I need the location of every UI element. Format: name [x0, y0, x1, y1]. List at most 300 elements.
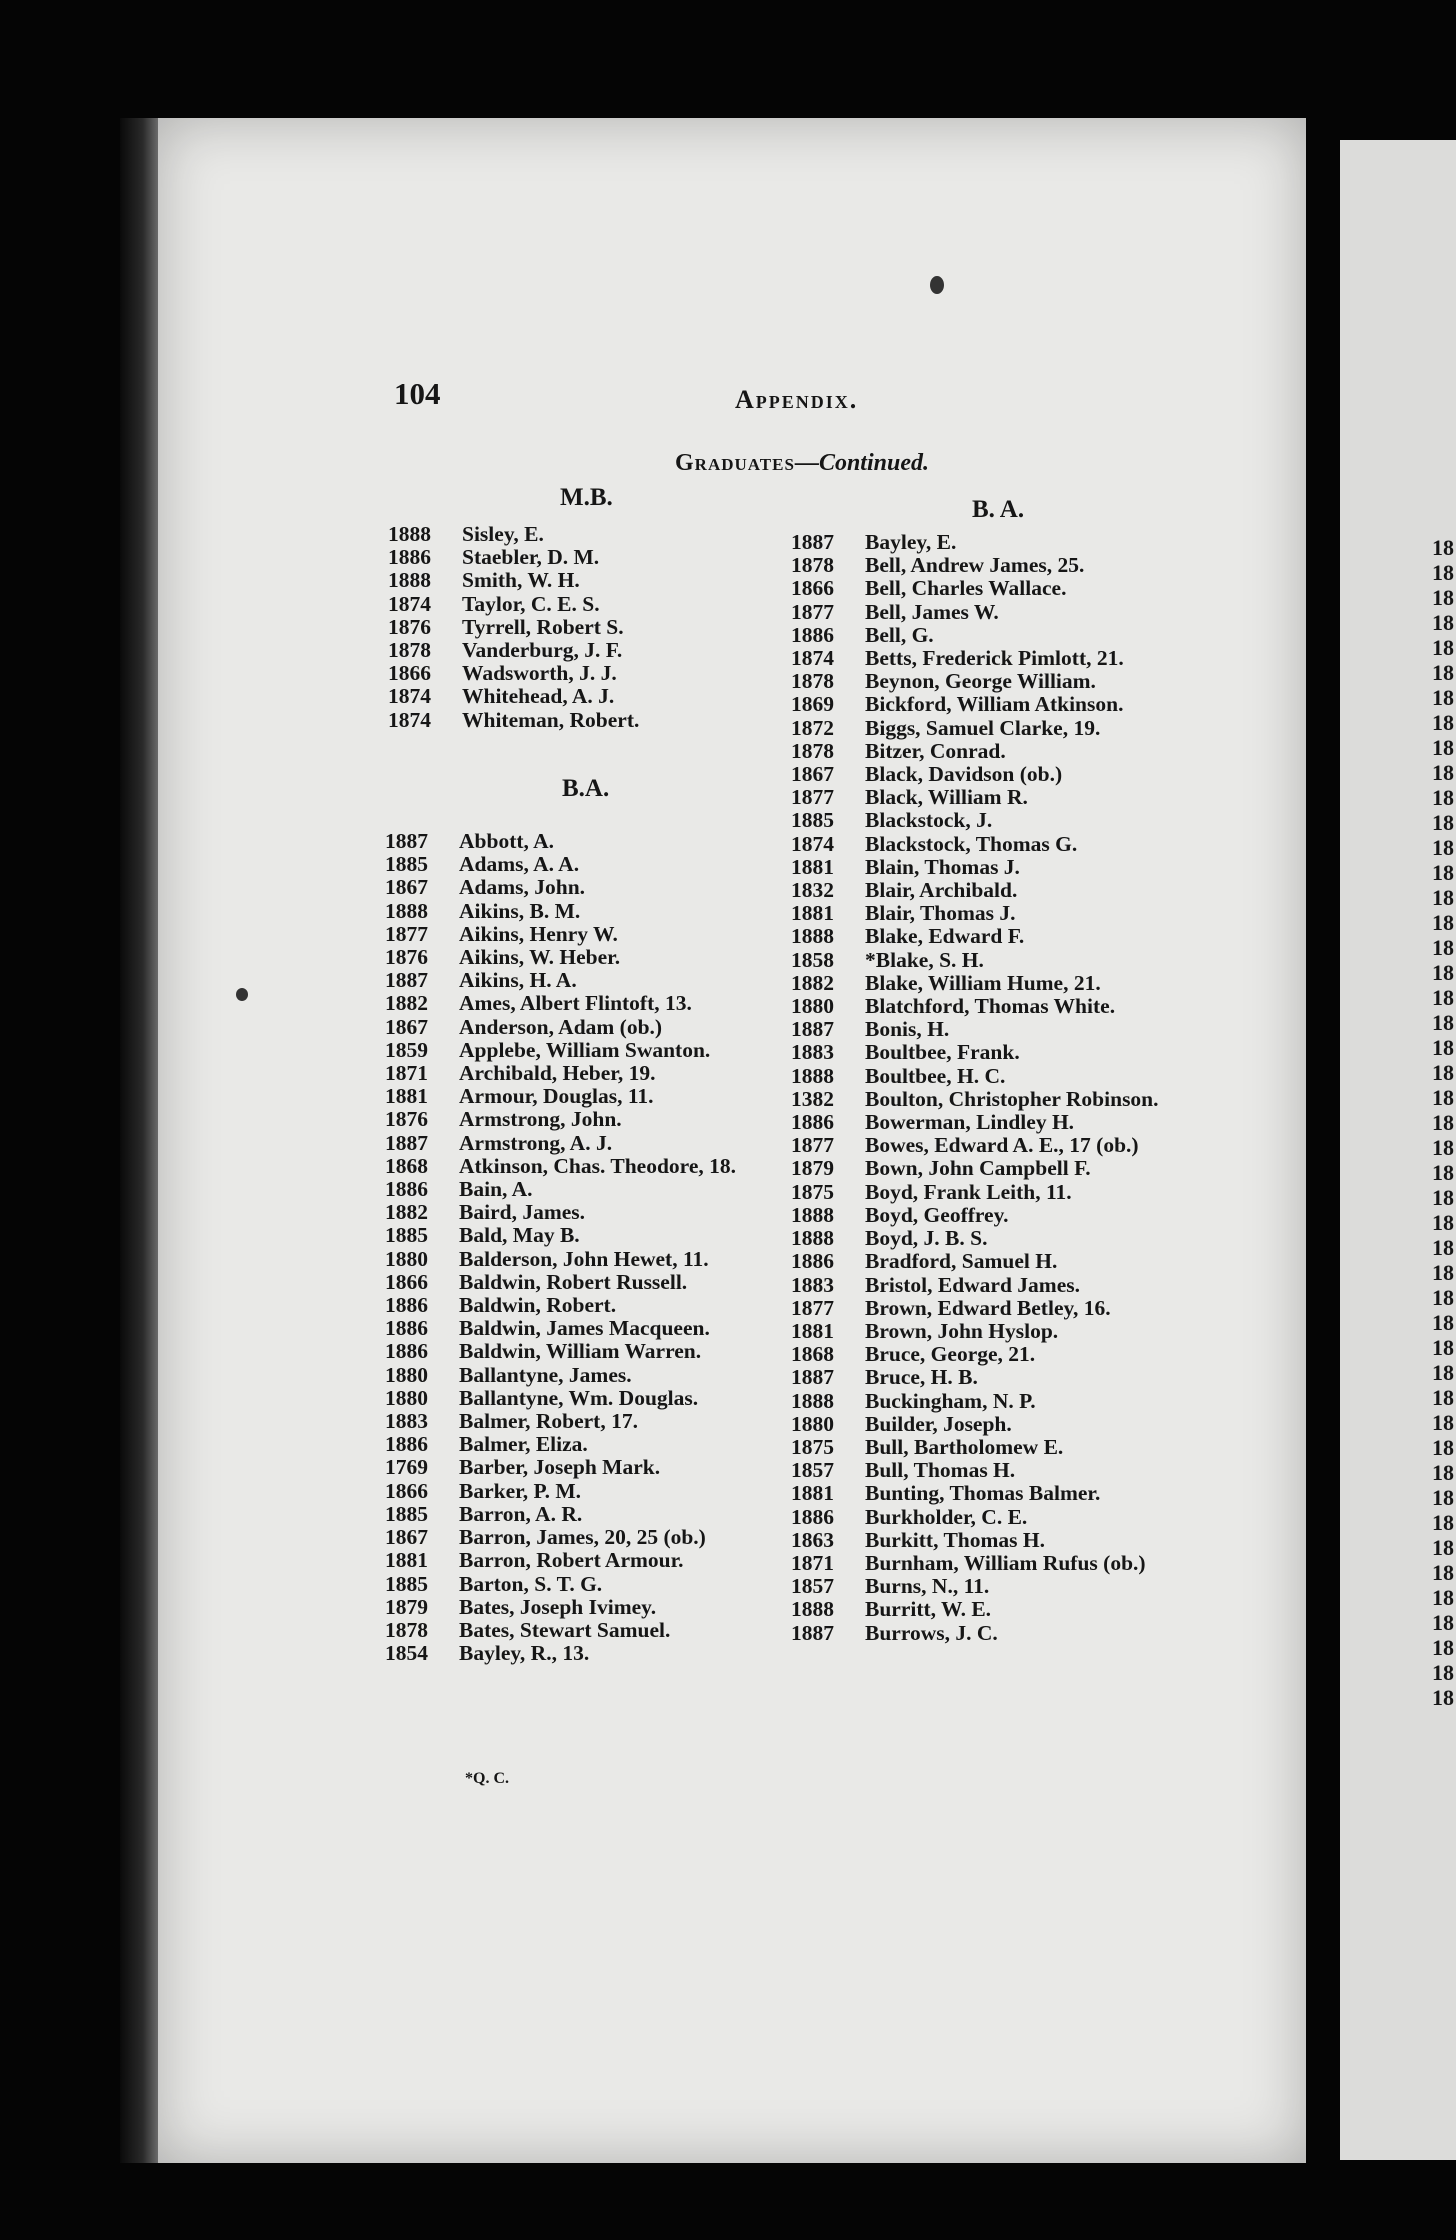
graduate-entry: [791, 1250, 1159, 1273]
graduate-year: 1887: [791, 530, 834, 554]
graduate-name: Sisley, E.: [462, 522, 544, 546]
graduate-name: Boyd, Frank Leith, 11.: [865, 1179, 1072, 1204]
ink-blot: [236, 988, 248, 1001]
graduate-year: 1859: [385, 1037, 428, 1062]
graduate-name: Baldwin, Robert Russell.: [459, 1269, 688, 1294]
graduate-year: 1880: [791, 1411, 834, 1436]
graduate-year: 1886: [385, 1316, 428, 1341]
graduate-name: Bruce, H. B.: [865, 1365, 978, 1390]
graduate-entry: [791, 995, 1159, 1018]
adjacent-page-year-fragment: 18: [1432, 1510, 1454, 1535]
running-title: Appendix.: [735, 385, 859, 414]
adjacent-page-year-fragment: 18: [1432, 1035, 1454, 1060]
heading-ba-left: B.A.: [562, 775, 610, 802]
graduate-entry: [791, 1204, 1159, 1227]
graduate-entry: [388, 685, 639, 708]
graduate-name: Bowes, Edward A. E., 17 (ob.): [865, 1133, 1139, 1158]
graduate-name: Beynon, George William.: [865, 669, 1096, 694]
graduate-name: Ames, Albert Flintoft, 13.: [459, 991, 692, 1016]
graduate-entry: [791, 1227, 1159, 1250]
graduate-entry: [791, 577, 1159, 600]
graduate-year: 1876: [388, 614, 431, 639]
graduate-entry: [385, 1108, 736, 1131]
graduate-entry: [385, 1387, 736, 1410]
adjacent-page-year-fragment: 18: [1432, 1310, 1454, 1335]
adjacent-page-year-fragment: 18: [1432, 1010, 1454, 1035]
graduate-name: Blain, Thomas J.: [865, 854, 1020, 879]
graduate-entry: [388, 616, 639, 639]
adjacent-page-year-fragment: 18: [1432, 1235, 1454, 1260]
graduate-name: Barker, P. M.: [459, 1478, 582, 1503]
graduate-name: Bell, Andrew James, 25.: [865, 553, 1085, 578]
graduate-year: 1887: [385, 1130, 428, 1155]
graduate-year: 1887: [791, 1017, 834, 1042]
graduate-name: Blatchford, Thomas White.: [865, 994, 1116, 1019]
graduate-name: Bell, G.: [865, 622, 934, 647]
ink-blot: [930, 276, 944, 294]
section-title-caps: Graduates: [675, 450, 795, 476]
graduate-entry: [385, 1016, 736, 1039]
graduate-name: Burkholder, C. E.: [865, 1504, 1028, 1529]
heading-ba-right: B. A.: [972, 496, 1025, 523]
graduate-year: 1877: [791, 599, 834, 624]
graduate-entry: [791, 1320, 1159, 1343]
page-number: 104: [394, 376, 441, 411]
graduate-entry: [385, 992, 736, 1015]
adjacent-page-year-fragment: 18: [1432, 610, 1454, 635]
graduate-entry: [791, 1482, 1159, 1505]
graduate-entry: [385, 1178, 736, 1201]
graduate-name: Bown, John Campbell F.: [865, 1156, 1091, 1181]
graduate-entry: [791, 972, 1159, 995]
graduate-year: 1886: [385, 1177, 428, 1202]
graduate-entry: [791, 624, 1159, 647]
graduate-name: Blair, Thomas J.: [865, 901, 1016, 926]
graduate-name: Bickford, William Atkinson.: [865, 692, 1124, 717]
adjacent-page-year-fragment: 18: [1432, 1135, 1454, 1160]
graduate-entry: [385, 1248, 736, 1271]
graduate-year: 1867: [791, 762, 834, 787]
graduate-year: 1888: [388, 568, 431, 593]
adjacent-page-year-fragment: 18: [1432, 910, 1454, 935]
graduate-name: Balmer, Robert, 17.: [459, 1409, 638, 1434]
graduate-name: Atkinson, Chas. Theodore, 18.: [459, 1153, 736, 1178]
graduate-name: Applebe, William Swanton.: [459, 1037, 711, 1062]
graduate-name: Black, Davidson (ob.): [865, 762, 1063, 787]
graduate-year: 1880: [385, 1246, 428, 1271]
graduate-entry: [791, 879, 1159, 902]
adjacent-page-year-fragment: 18: [1432, 935, 1454, 960]
adjacent-page-year-fragment: 18: [1432, 1410, 1454, 1435]
graduate-entry: [388, 569, 639, 592]
graduate-name: Bayley, R., 13.: [459, 1641, 590, 1666]
graduate-entry: [791, 554, 1159, 577]
graduate-entry: [388, 546, 639, 569]
graduate-year: 1888: [385, 898, 428, 923]
graduate-name: Boultbee, H. C.: [865, 1063, 1006, 1088]
graduate-entry: [385, 1410, 736, 1433]
heading-mb: M.B.: [560, 484, 613, 511]
graduate-entry: [385, 969, 736, 992]
graduate-year: 1888: [388, 522, 431, 546]
graduate-entry: [385, 876, 736, 899]
graduate-year: 1885: [385, 1571, 428, 1596]
graduate-name: Abbott, A.: [459, 829, 554, 853]
graduate-entry: [385, 1224, 736, 1247]
graduate-entry: [388, 593, 639, 616]
adjacent-page-year-fragment: 18: [1432, 835, 1454, 860]
graduate-entry: [385, 900, 736, 923]
adjacent-page-year-fragment: 18: [1432, 1460, 1454, 1485]
graduate-entry: [791, 1134, 1159, 1157]
section-title: [675, 450, 929, 477]
graduate-name: Bates, Stewart Samuel.: [459, 1617, 671, 1642]
adjacent-page-year-fragment: 18: [1432, 985, 1454, 1010]
graduate-entry: [791, 833, 1159, 856]
graduate-year: 1871: [385, 1061, 428, 1086]
graduate-entry: [385, 1271, 736, 1294]
graduate-entry: [385, 1480, 736, 1503]
graduate-entry: [791, 1088, 1159, 1111]
graduate-name: Tyrrell, Robert S.: [462, 614, 624, 639]
graduate-year: 1883: [385, 1409, 428, 1434]
graduate-year: 1888: [791, 1388, 834, 1413]
graduate-entry: [791, 1041, 1159, 1064]
graduate-entry: [385, 830, 736, 853]
graduate-year: 1882: [791, 970, 834, 995]
graduate-name: Staebler, D. M.: [462, 545, 600, 570]
graduate-entry: [791, 1181, 1159, 1204]
graduate-name: Boyd, Geoffrey.: [865, 1202, 1009, 1227]
graduate-name: Burkitt, Thomas H.: [865, 1527, 1045, 1552]
adjacent-page-year-fragment: 18: [1432, 1610, 1454, 1635]
graduate-name: Bruce, George, 21.: [865, 1342, 1036, 1367]
graduate-name: Baird, James.: [459, 1200, 586, 1225]
graduate-year: 1878: [385, 1617, 428, 1642]
graduate-year: 1876: [385, 945, 428, 970]
graduate-year: 1888: [791, 1202, 834, 1227]
graduate-entry: [791, 1366, 1159, 1389]
adjacent-page-year-fragment: 18: [1432, 1360, 1454, 1385]
graduate-entry: [388, 662, 639, 685]
graduate-year: 1880: [385, 1385, 428, 1410]
adjacent-page-year-fragment: 18: [1432, 1160, 1454, 1185]
graduate-entry: [791, 1018, 1159, 1041]
graduate-name: Bonis, H.: [865, 1017, 950, 1042]
graduate-entry: [791, 763, 1159, 786]
graduate-name: Bald, May B.: [459, 1223, 580, 1248]
graduate-name: Barton, S. T. G.: [459, 1571, 603, 1596]
graduate-year: 1888: [791, 1063, 834, 1088]
graduate-entry: [385, 1201, 736, 1224]
adjacent-page-year-fragment: 18: [1432, 885, 1454, 910]
graduate-name: Armour, Douglas, 11.: [459, 1084, 654, 1109]
graduate-name: Bradford, Samuel H.: [865, 1249, 1058, 1274]
graduate-entry: [791, 1343, 1159, 1366]
graduate-entry: [385, 1340, 736, 1363]
graduate-name: Bristol, Edward James.: [865, 1272, 1080, 1297]
graduate-name: Armstrong, A. J.: [459, 1130, 613, 1155]
graduate-entry: [388, 709, 639, 732]
graduate-year: 1882: [385, 1200, 428, 1225]
graduate-name: Whitehead, A. J.: [462, 684, 615, 709]
graduate-name: Brown, Edward Betley, 16.: [865, 1295, 1111, 1320]
graduate-year: 1877: [385, 921, 428, 946]
section-title-continued: —Continued.: [794, 450, 929, 476]
graduate-year: 1382: [791, 1086, 834, 1111]
graduate-entry: [791, 1436, 1159, 1459]
graduate-year: 1863: [791, 1527, 834, 1552]
graduate-year: 1886: [791, 1249, 834, 1274]
graduate-name: Bates, Joseph Ivimey.: [459, 1594, 657, 1619]
adjacent-page-year-fragment: 18: [1432, 1210, 1454, 1235]
graduate-name: Bitzer, Conrad.: [865, 738, 1006, 763]
graduate-year: 1883: [791, 1272, 834, 1297]
graduate-entry: [385, 1596, 736, 1619]
graduate-year: 1872: [791, 715, 834, 740]
graduate-year: 1857: [791, 1574, 834, 1599]
graduate-name: Archibald, Heber, 19.: [459, 1061, 656, 1086]
graduate-entry: [791, 717, 1159, 740]
graduate-year: 1887: [385, 829, 428, 853]
adjacent-page-year-fragment: 18: [1432, 1635, 1454, 1660]
graduate-name: Black, William R.: [865, 785, 1028, 810]
graduate-year: 1881: [791, 1318, 834, 1343]
graduate-entry: [385, 923, 736, 946]
graduate-entry: [791, 601, 1159, 624]
graduate-entry: [385, 1039, 736, 1062]
graduate-name: Bull, Bartholomew E.: [865, 1434, 1064, 1459]
graduate-year: 1875: [791, 1434, 834, 1459]
adjacent-page-year-fragment: 18: [1432, 660, 1454, 685]
graduate-year: 1881: [791, 901, 834, 926]
book-spine: [120, 118, 158, 2163]
graduate-entry: [385, 1062, 736, 1085]
graduate-year: 1874: [388, 707, 431, 732]
graduate-entry: [791, 1598, 1159, 1621]
graduate-name: Boulton, Christopher Robinson.: [865, 1086, 1159, 1111]
graduate-name: Boyd, J. B. S.: [865, 1226, 988, 1251]
graduate-entry: [385, 1132, 736, 1155]
graduate-year: 1866: [791, 576, 834, 601]
graduate-year: 1887: [385, 968, 428, 993]
graduate-name: Blair, Archibald.: [865, 878, 1018, 903]
graduate-name: Blake, William Hume, 21.: [865, 970, 1101, 995]
adjacent-page-year-fragment: 18: [1432, 785, 1454, 810]
graduate-entry: [791, 1529, 1159, 1552]
graduate-entry: [385, 1317, 736, 1340]
graduate-name: Burritt, W. E.: [865, 1597, 992, 1622]
graduate-year: 1881: [385, 1548, 428, 1573]
graduate-year: 1888: [791, 1597, 834, 1622]
graduate-entry: [791, 1459, 1159, 1482]
graduate-entry: [791, 809, 1159, 832]
graduate-name: Bell, Charles Wallace.: [865, 576, 1067, 601]
adjacent-page-year-fragment: 18: [1432, 1285, 1454, 1310]
adjacent-page-year-fragment: 18: [1432, 1685, 1454, 1710]
graduate-entry: [791, 1297, 1159, 1320]
graduate-entry: [791, 531, 1159, 554]
graduate-name: Barron, A. R.: [459, 1501, 583, 1526]
graduate-entry: [791, 670, 1159, 693]
graduate-entry: [791, 856, 1159, 879]
graduate-year: 1875: [791, 1179, 834, 1204]
graduate-name: Barron, Robert Armour.: [459, 1548, 684, 1573]
adjacent-page-year-fragment: 18: [1432, 1585, 1454, 1610]
graduate-year: 1874: [791, 646, 834, 671]
graduate-name: Vanderburg, J. F.: [462, 638, 623, 663]
graduate-year: 1867: [385, 1525, 428, 1550]
graduate-name: *Blake, S. H.: [865, 947, 984, 972]
footnote: *Q. C.: [465, 1770, 509, 1787]
graduate-entry: [791, 1065, 1159, 1088]
adjacent-page-year-fragment: 18: [1432, 1435, 1454, 1460]
adjacent-page-year-fragment: 18: [1432, 735, 1454, 760]
graduate-year: 1881: [791, 854, 834, 879]
graduate-year: 1888: [791, 1226, 834, 1251]
list-mb-graduates: [388, 523, 639, 732]
graduate-year: 1886: [791, 1504, 834, 1529]
graduate-entry: [791, 1413, 1159, 1436]
graduate-entry: [385, 1456, 736, 1479]
graduate-name: Bull, Thomas H.: [865, 1458, 1016, 1483]
graduate-name: Ballantyne, Wm. Douglas.: [459, 1385, 699, 1410]
graduate-year: 1874: [388, 591, 431, 616]
graduate-year: 1878: [791, 738, 834, 763]
graduate-entry: [791, 1552, 1159, 1575]
graduate-name: Baldwin, William Warren.: [459, 1339, 702, 1364]
graduate-entry: [791, 1274, 1159, 1297]
adjacent-page-year-fragment: 18: [1432, 1060, 1454, 1085]
adjacent-page-year-fragment: 18: [1432, 1110, 1454, 1135]
graduate-year: 1878: [791, 669, 834, 694]
graduate-year: 1880: [385, 1362, 428, 1387]
graduate-name: Balmer, Eliza.: [459, 1432, 588, 1457]
graduate-year: 1882: [385, 991, 428, 1016]
graduate-name: Burns, N., 11.: [865, 1574, 990, 1599]
graduate-year: 1886: [385, 1293, 428, 1318]
list-ba-graduates-left: [385, 830, 736, 1665]
graduate-name: Baldwin, James Macqueen.: [459, 1316, 710, 1341]
graduate-year: 1867: [385, 875, 428, 900]
adjacent-page-edge: [1340, 140, 1456, 2160]
adjacent-page-year-fragment: 18: [1432, 685, 1454, 710]
graduate-name: Aikins, W. Heber.: [459, 945, 621, 970]
graduate-year: 1881: [385, 1084, 428, 1109]
adjacent-page-year-fragment: 18: [1432, 1185, 1454, 1210]
graduate-year: 1883: [791, 1040, 834, 1065]
graduate-name: Wadsworth, J. J.: [462, 661, 617, 686]
graduate-year: 1874: [791, 831, 834, 856]
graduate-year: 1871: [791, 1550, 834, 1575]
adjacent-page-year-fragment: 18: [1432, 1485, 1454, 1510]
graduate-entry: [791, 740, 1159, 763]
graduate-entry: [791, 1506, 1159, 1529]
graduate-entry: [791, 902, 1159, 925]
graduate-entry: [385, 853, 736, 876]
adjacent-page-year-fragment: 18: [1432, 535, 1454, 560]
graduate-entry: [791, 786, 1159, 809]
adjacent-page-year-fragment: 18: [1432, 710, 1454, 735]
adjacent-page-year-fragment: 18: [1432, 1660, 1454, 1685]
graduate-year: 1879: [791, 1156, 834, 1181]
graduate-year: 1854: [385, 1641, 428, 1666]
graduate-entry: [385, 1155, 736, 1178]
graduate-name: Biggs, Samuel Clarke, 19.: [865, 715, 1101, 740]
graduate-year: 1877: [791, 1133, 834, 1158]
graduate-year: 1866: [385, 1269, 428, 1294]
graduate-name: Brown, John Hyslop.: [865, 1318, 1059, 1343]
graduate-entry: [385, 1619, 736, 1642]
graduate-entry: [791, 925, 1159, 948]
graduate-year: 1888: [791, 924, 834, 949]
adjacent-page-year-fragment: 18: [1432, 760, 1454, 785]
graduate-year: 1885: [385, 852, 428, 877]
adjacent-page-year-fragment: 18: [1432, 560, 1454, 585]
graduate-year: 1881: [791, 1481, 834, 1506]
graduate-name: Bain, A.: [459, 1177, 533, 1202]
graduate-year: 1832: [791, 878, 834, 903]
graduate-name: Ballantyne, James.: [459, 1362, 632, 1387]
graduate-year: 1886: [791, 1110, 834, 1135]
graduate-year: 1886: [791, 622, 834, 647]
graduate-year: 1769: [385, 1455, 428, 1480]
graduate-name: Adams, John.: [459, 875, 586, 900]
graduate-year: 1876: [385, 1107, 428, 1132]
graduate-year: 1885: [385, 1501, 428, 1526]
graduate-name: Blake, Edward F.: [865, 924, 1025, 949]
graduate-entry: [791, 949, 1159, 972]
graduate-entry: [791, 1111, 1159, 1134]
graduate-year: 1879: [385, 1594, 428, 1619]
adjacent-page-year-fragment: 18: [1432, 1385, 1454, 1410]
graduate-entry: [385, 1526, 736, 1549]
graduate-name: Aikins, Henry W.: [459, 921, 618, 946]
graduate-name: Bunting, Thomas Balmer.: [865, 1481, 1101, 1506]
graduate-entry: [385, 1085, 736, 1108]
graduate-name: Bayley, E.: [865, 530, 957, 554]
graduate-year: 1877: [791, 785, 834, 810]
graduate-entry: [388, 523, 639, 546]
graduate-name: Betts, Frederick Pimlott, 21.: [865, 646, 1124, 671]
graduate-name: Taylor, C. E. S.: [462, 591, 600, 616]
graduate-year: 1868: [791, 1342, 834, 1367]
graduate-entry: [385, 946, 736, 969]
graduate-name: Armstrong, John.: [459, 1107, 622, 1132]
graduate-year: 1857: [791, 1458, 834, 1483]
graduate-name: Boultbee, Frank.: [865, 1040, 1020, 1065]
graduate-entry: [385, 1294, 736, 1317]
graduate-name: Burnham, William Rufus (ob.): [865, 1550, 1146, 1575]
graduate-name: Builder, Joseph.: [865, 1411, 1012, 1436]
graduate-name: Smith, W. H.: [462, 568, 580, 593]
graduate-entry: [791, 693, 1159, 716]
adjacent-page-year-fragment: 18: [1432, 1085, 1454, 1110]
adjacent-page-year-fragment: 18: [1432, 1260, 1454, 1285]
graduate-entry: [385, 1573, 736, 1596]
graduate-year: 1866: [388, 661, 431, 686]
graduate-entry: [385, 1364, 736, 1387]
graduate-year: 1887: [791, 1620, 834, 1645]
graduate-name: Aikins, B. M.: [459, 898, 581, 923]
adjacent-page-year-fragment: 18: [1432, 1560, 1454, 1585]
adjacent-page-years: [1432, 535, 1454, 1710]
graduate-name: Aikins, H. A.: [459, 968, 577, 993]
graduate-year: 1885: [791, 808, 834, 833]
graduate-name: Bell, James W.: [865, 599, 999, 624]
graduate-year: 1886: [388, 545, 431, 570]
graduate-year: 1868: [385, 1153, 428, 1178]
